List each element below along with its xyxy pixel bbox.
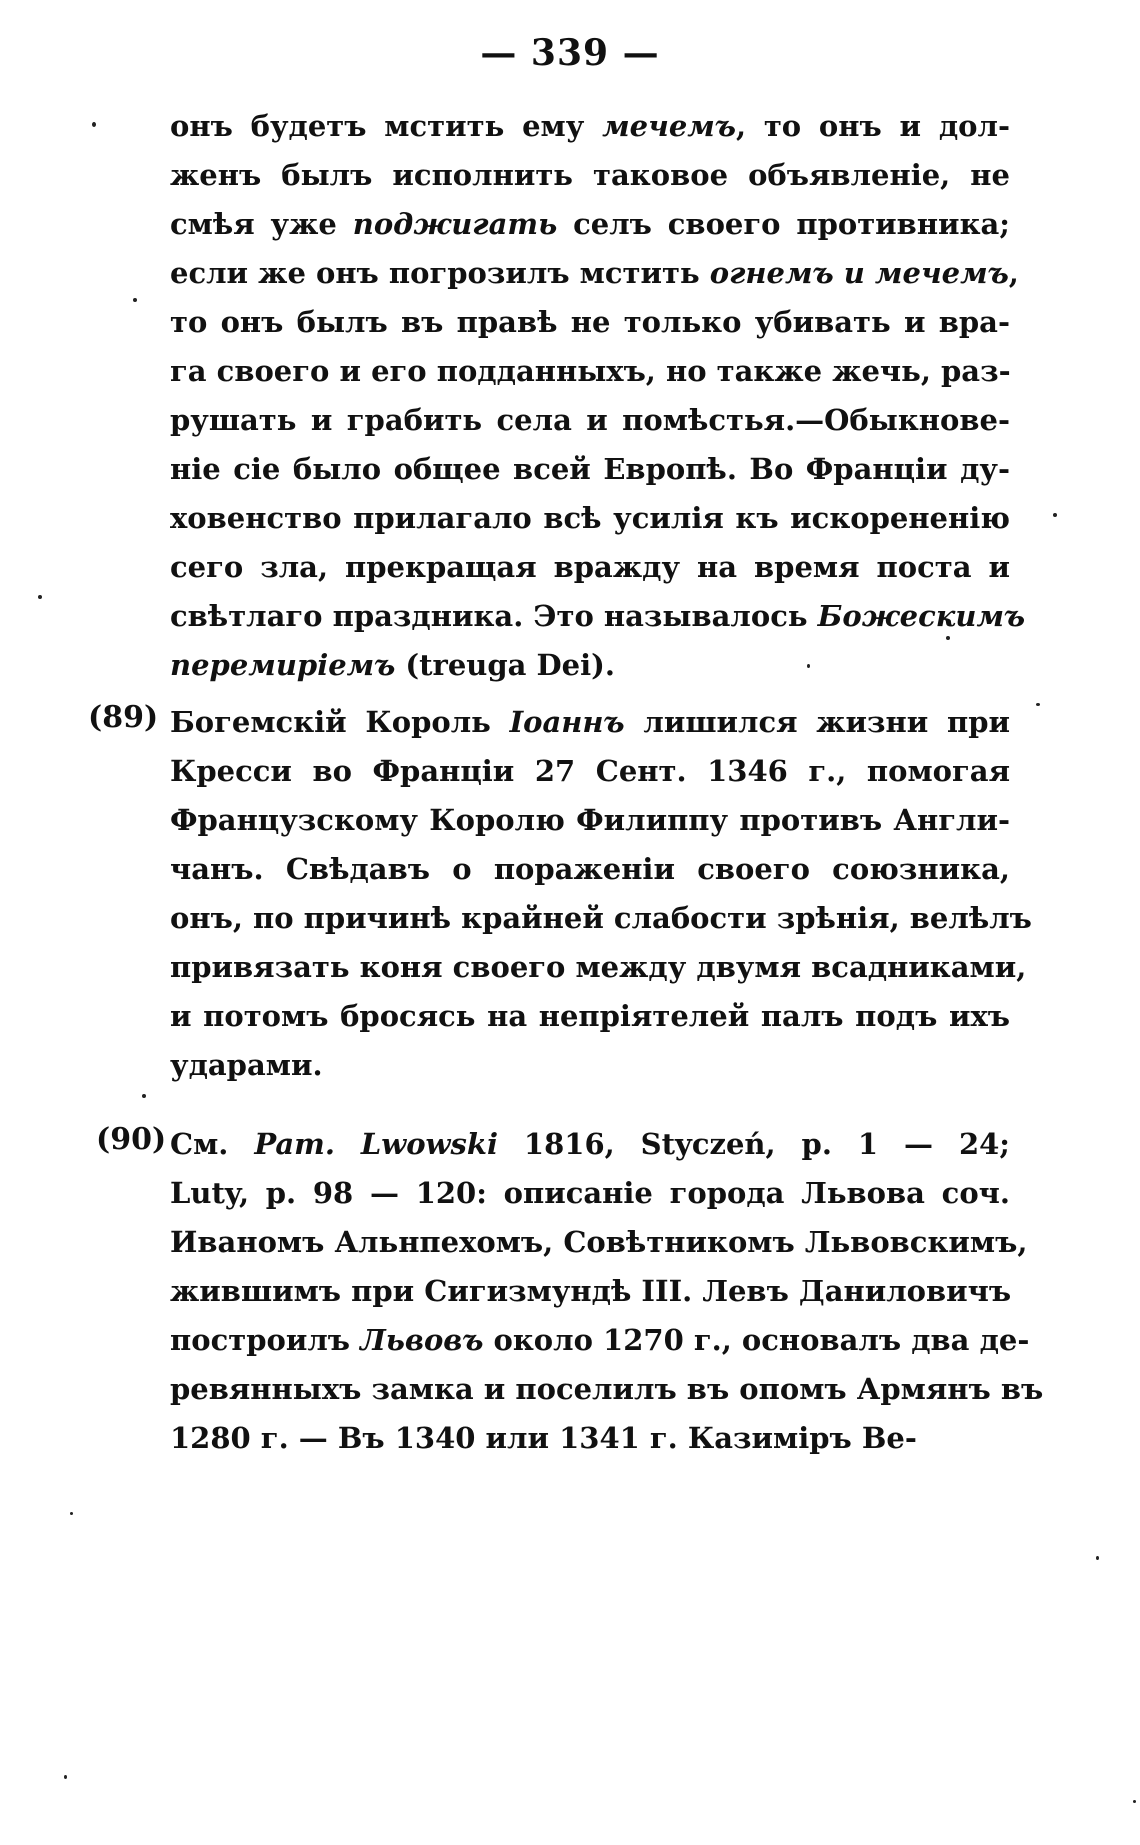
text-line — [170, 1414, 1010, 1463]
text-line — [170, 698, 1010, 747]
text-segment: Иваномъ Альнпехомъ, Совѣтникомъ Львовскимъ, — [170, 1225, 1028, 1259]
print-speck — [70, 1512, 73, 1515]
text-line — [170, 249, 1019, 298]
text-line — [170, 102, 1010, 151]
text-line — [170, 992, 1010, 1041]
text-line — [170, 592, 1026, 641]
footnote-90 — [170, 1120, 1044, 1463]
text-segment: лишился жизни при — [624, 705, 1011, 739]
text-line — [170, 1218, 1028, 1267]
text-line — [170, 151, 1010, 200]
text-line — [170, 1365, 1044, 1414]
text-line — [170, 543, 1010, 592]
print-speck — [38, 595, 42, 599]
text-segment: сего зла, прекращая вражду на время поста и — [170, 550, 1010, 584]
print-speck — [807, 664, 810, 668]
text-line — [170, 894, 1032, 943]
text-line — [170, 347, 1010, 396]
text-line — [170, 796, 1010, 845]
text-segment: свѣтлаго праздника. Это называлось — [170, 599, 818, 633]
text-segment: то онъ былъ въ правѣ не только убивать и вра- — [170, 305, 1010, 339]
text-line — [170, 1169, 1010, 1218]
text-segment: онъ будетъ мстить ему — [170, 109, 603, 143]
text-line — [170, 845, 1010, 894]
text-segment: женъ былъ исполнить таковое объявленіе, не — [170, 158, 1010, 192]
italic-text: Іоаннъ — [509, 705, 625, 739]
print-speck — [92, 122, 96, 127]
text-segment: га своего и его подданныхъ, но также жечь, раз- — [170, 354, 1011, 388]
italic-text: перемиріемъ — [170, 648, 396, 682]
text-segment: См. — [170, 1127, 255, 1161]
italic-text: Pam. Lwowski — [254, 1127, 498, 1161]
text-line — [170, 747, 1010, 796]
page-number-header: — 339 — — [480, 32, 660, 74]
text-line — [170, 445, 1010, 494]
footnote-89 — [170, 698, 1032, 1090]
text-segment: Luty, p. 98 — 120: описаніе города Львова соч. — [170, 1176, 1010, 1210]
italic-text: мечемъ — [602, 109, 736, 143]
text-segment: ніе сіе было общее всей Европѣ. Во Франціи ду- — [170, 452, 1010, 486]
text-line — [170, 494, 1010, 543]
text-line — [170, 200, 1010, 249]
text-segment: и потомъ бросясь на непріятелей палъ подъ ихъ — [170, 999, 1010, 1033]
text-line — [170, 396, 1010, 445]
print-speck — [1036, 703, 1040, 706]
text-line — [170, 641, 1010, 690]
paragraph-continued — [170, 102, 1026, 690]
text-segment: Богемскій Король — [170, 705, 510, 739]
text-line — [170, 1120, 1010, 1169]
text-segment: рушать и грабить села и помѣстья.—Обыкнове- — [170, 403, 1010, 437]
text-line — [170, 1267, 1010, 1316]
print-speck — [1053, 513, 1057, 517]
text-segment: селъ своего противника; — [557, 207, 1011, 241]
text-line — [170, 1316, 1030, 1365]
text-segment: ховенство прилагало всѣ усилія къ искорененію — [170, 501, 1010, 535]
note-number-89: (89) — [88, 700, 159, 735]
text-segment: смѣя уже — [170, 207, 353, 241]
text-segment: , — [1008, 256, 1019, 290]
text-segment: жившимъ при Сигизмундѣ III. Левъ Даниловичъ — [170, 1274, 1012, 1308]
italic-text: поджигать — [352, 207, 558, 241]
text-segment: онъ, по причинѣ крайней слабости зрѣнія, велѣлъ — [170, 901, 1032, 935]
print-speck — [1096, 1556, 1099, 1560]
text-segment: ударами. — [170, 1048, 323, 1082]
text-segment: чанъ. Свѣдавъ о пораженіи своего союзника, — [170, 852, 1010, 886]
print-speck — [64, 1775, 67, 1779]
text-segment: Кресси во Франціи 27 Сент. 1346 г., помогая — [170, 754, 1010, 788]
print-speck — [946, 636, 950, 640]
text-segment: ревянныхъ замка и поселилъ въ опомъ Армянъ въ — [170, 1372, 1044, 1406]
print-speck — [133, 298, 137, 302]
text-line — [170, 943, 1027, 992]
text-segment: , то онъ и дол- — [735, 109, 1010, 143]
italic-text: огнемъ и мечемъ — [709, 256, 1009, 290]
print-speck — [1133, 1800, 1136, 1803]
italic-text: Львовъ — [360, 1323, 484, 1357]
text-segment: (treuga Dei). — [395, 648, 615, 682]
italic-text: Божескимъ — [817, 599, 1026, 633]
text-segment: 1280 г. — Въ 1340 или 1341 г. Казиміръ Ве- — [170, 1421, 917, 1455]
text-line — [170, 1041, 1010, 1090]
text-segment: 1816, Styczeń, p. 1 — 24; — [497, 1127, 1011, 1161]
text-segment: привязать коня своего между двумя всадниками, — [170, 950, 1027, 984]
text-segment: если же онъ погрозилъ мстить — [170, 256, 710, 290]
text-segment: построилъ — [170, 1323, 361, 1357]
note-number-90: (90) — [96, 1122, 167, 1157]
print-speck — [142, 1094, 146, 1098]
text-line — [170, 298, 1010, 347]
text-segment: Французскому Королю Филиппу противъ Англи- — [170, 803, 1010, 837]
text-segment: около 1270 г., основалъ два де- — [483, 1323, 1030, 1357]
